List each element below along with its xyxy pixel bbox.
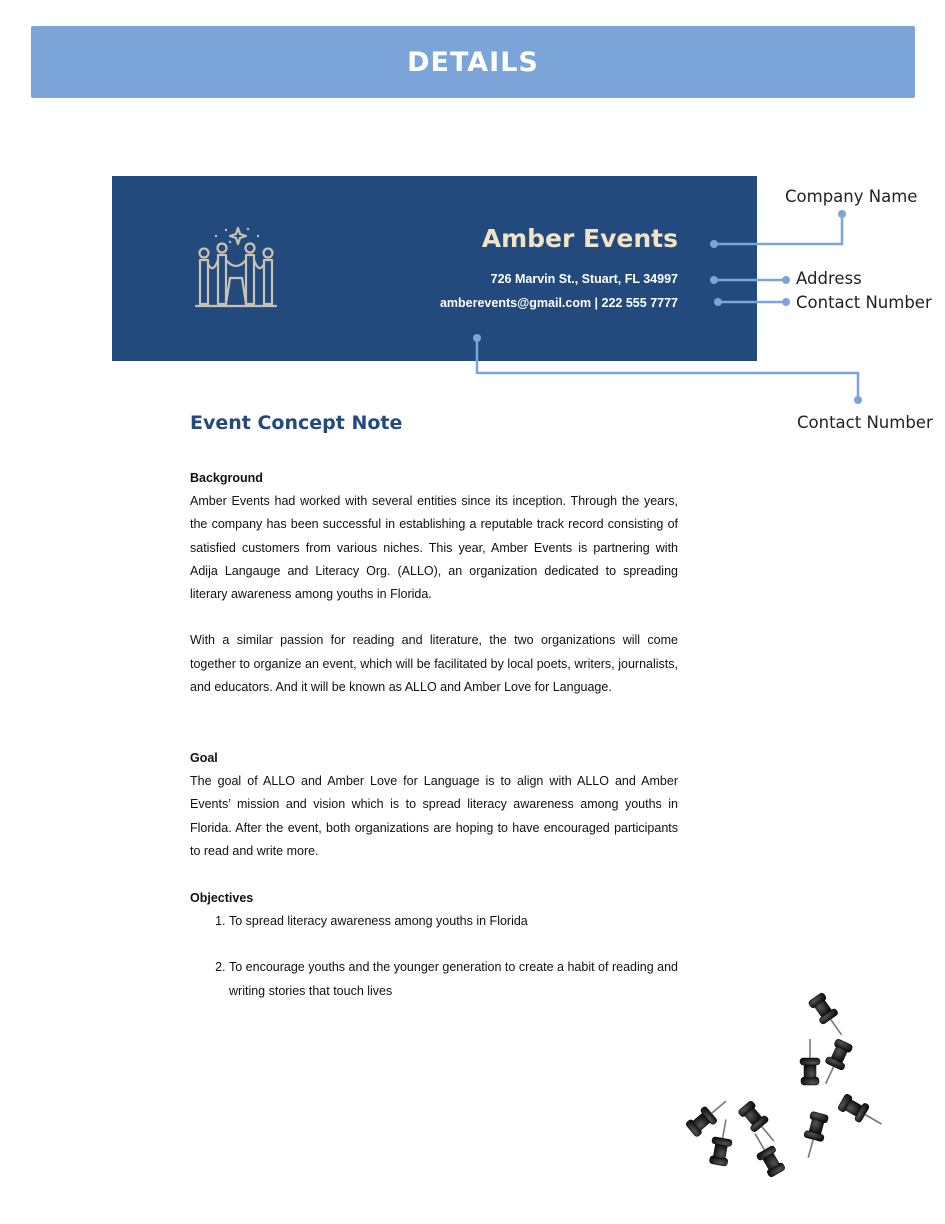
background-paragraph-1: Amber Events had worked with several entities since its inception. Through the years, the company has been successful in establishing a reputable track record consisting of satisfied customers from various niches. This year, Amber Events is partnering with Adija Langauge and Literacy Org. (ALLO), an organization dedicated to spreading literary awareness among youths in Florida. [190,494,678,602]
goal-section [190,747,678,863]
company-address: 726 Marvin St., Stuart, FL 34997 [490,272,678,286]
background-paragraph-2: With a similar passion for reading and literature, the two organizations will come together to organize an event, which will be facilitated by local poets, writers, journalists, and educators. And it will be known as ALLO and Amber Love for Language. [190,633,678,695]
red-carpet-stanchion-icon [194,224,278,310]
company-contact: amberevents@gmail.com | 222 555 7777 [439,296,678,310]
annotation-contact-number-2: Contact Number [797,413,933,432]
letterhead-header [112,176,757,361]
background-heading: Background [190,471,263,485]
objectives-list [190,910,678,1003]
push-pins-icon [672,985,912,1200]
annotation-contact-number: Contact Number [796,293,932,312]
background-section [190,467,678,699]
objectives-section [190,887,678,1003]
list-item: 2. To encourage youths and the younger generation to create a habit of reading and writing stories that touch lives [229,956,678,1003]
annotation-company-name: Company Name [785,187,918,206]
annotation-address: Address [796,269,862,288]
list-item: 1. To spread literacy awareness among youths in Florida [229,910,678,933]
banner-title: DETAILS [407,46,539,78]
document-title: Event Concept Note [190,412,403,434]
goal-heading: Goal [190,751,218,765]
objectives-heading: Objectives [190,891,254,905]
details-banner [31,26,915,98]
goal-paragraph: The goal of ALLO and Amber Love for Language is to align with ALLO and Amber Events’ mission and vision which is to spread literacy awareness among youths in Florida. After the event, both organizations are hoping to have encouraged participants to read and write more. [190,774,678,858]
company-name: Amber Events [481,224,678,253]
